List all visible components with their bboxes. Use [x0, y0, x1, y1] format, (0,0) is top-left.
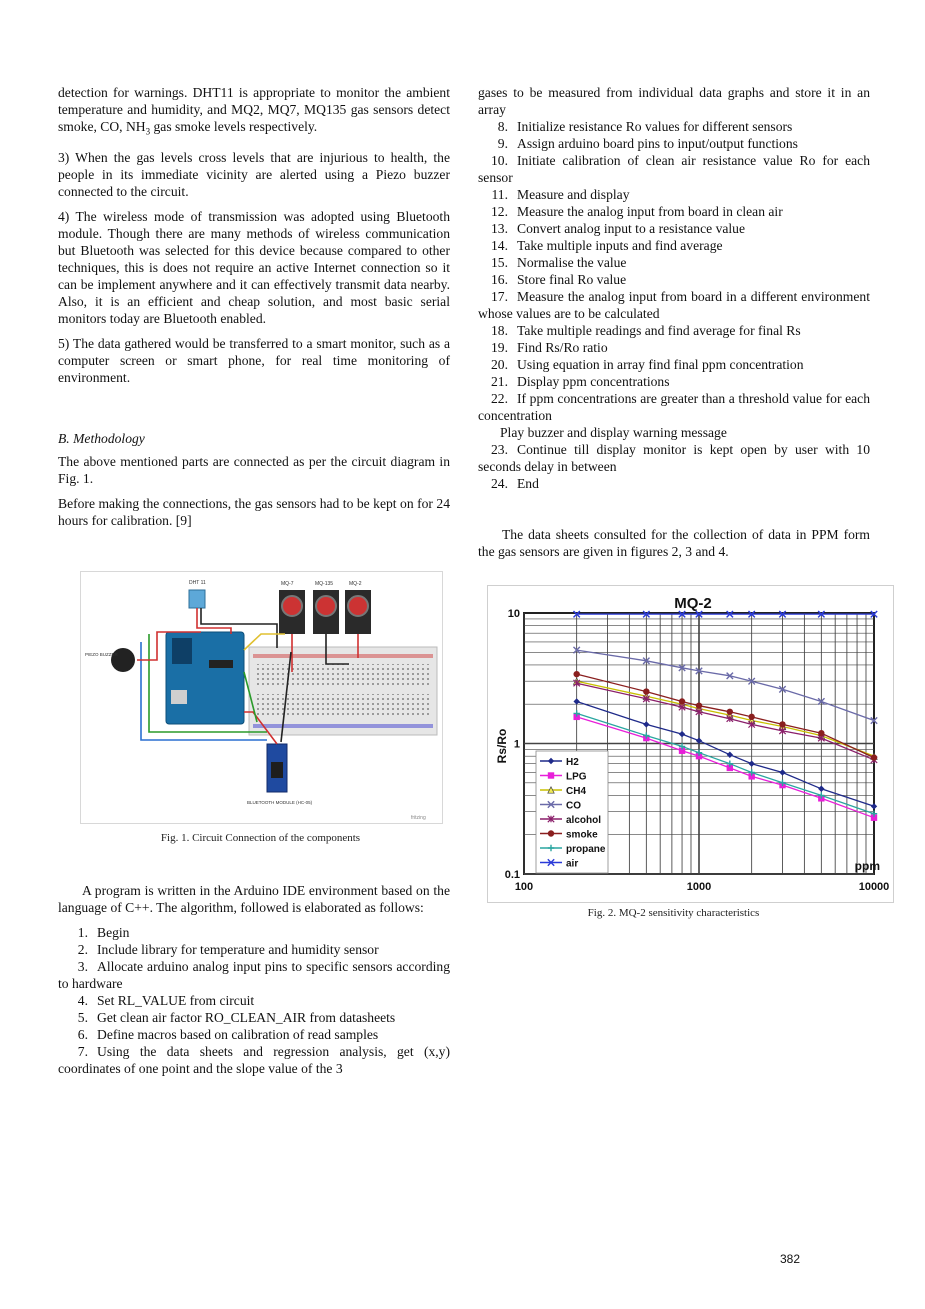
step-text: End: [517, 476, 539, 491]
algorithm-step: [478, 203, 870, 220]
algorithm-step: [478, 475, 870, 492]
algorithm-step: [478, 373, 870, 390]
step-text: Store final Ro value: [517, 272, 627, 287]
step-text: Convert analog input to a resistance value: [517, 221, 746, 236]
label-fritzing: fritzing: [411, 815, 426, 821]
y-tick-label: 0.1: [504, 869, 520, 881]
step-number: 14.: [491, 238, 508, 253]
paragraph-monitor: 5) The data gathered would be transferred to a smart monitor, such as a computer screen or smart phone, for real time monitoring of environment.: [58, 335, 450, 385]
legend-label: CO: [566, 800, 581, 812]
step-text: Display ppm concentrations: [517, 374, 670, 389]
data-point: [548, 772, 554, 778]
step-number: 21.: [491, 374, 508, 389]
step-number: 9.: [497, 136, 508, 151]
step-number: 10.: [491, 153, 508, 168]
step-text: Continue till display monitor is kept open by user with 10 seconds delay in between: [478, 442, 870, 474]
step-number: 15.: [491, 255, 508, 270]
figure-circuit: [80, 571, 443, 824]
left-column: [58, 84, 450, 537]
step-text: Using the data sheets and regression analysis, get (x,y) coordinates of one point and the slope value of the 3: [58, 1044, 450, 1076]
legend-label: air: [566, 858, 579, 870]
mq7-sensor: [279, 590, 305, 634]
legend-label: propane: [566, 844, 606, 855]
step-text: Take multiple readings and find average for final Rs: [517, 323, 801, 338]
algorithm-step: [58, 958, 450, 992]
step-text: Measure the analog input from board in a different environment whose values are to be calculated: [478, 289, 870, 321]
data-point: [779, 721, 785, 727]
step-text: Measure and display: [517, 187, 630, 202]
algorithm-step: [478, 322, 870, 339]
algorithm-step: [478, 339, 870, 356]
data-point: [748, 714, 754, 720]
algorithm-step: [478, 254, 870, 271]
algorithm-step: [58, 1026, 450, 1043]
paragraph-circuit: The above mentioned parts are connected as per the circuit diagram in Fig. 1.: [58, 453, 450, 486]
paragraph-sensors: detection for warnings. DHT11 is appropriate to monitor the ambient temperature and humidity, and MQ2, MQ7, MQ135 gas sensors detect smoke, CO, $NH_3$ gas smoke levels respectively.: [58, 85, 450, 137]
data-point: [643, 688, 649, 694]
mq2-sensor: [345, 590, 371, 634]
buzzer-line: Play buzzer and display warning message: [500, 425, 727, 440]
figure-mq2-chart: [487, 585, 894, 903]
step-text: Initiate calibration of clean air resistance value Ro for each sensor: [478, 153, 870, 185]
step-number: 17.: [491, 289, 508, 304]
data-point: [871, 754, 877, 760]
paragraph-datasheets: The data sheets consulted for the collection of data in PPM form the gas sensors are given in figures 2, 3 and 4.: [478, 527, 870, 559]
label-mq2: MQ-2: [349, 581, 362, 587]
label-mq135: MQ-135: [315, 581, 334, 587]
step-text: Get clean air factor RO_CLEAN_AIR from datasheets: [97, 1010, 396, 1025]
label-bluetooth: BLUETOOTH MODULE (HC-05): [247, 800, 313, 805]
x-tick-label: 100: [514, 881, 534, 893]
continued-text: gases to be measured from individual data graphs and store it in an array: [478, 85, 870, 117]
chart-title: MQ-2: [674, 595, 712, 612]
step-number: 6.: [77, 1027, 88, 1042]
step-text: Normalise the value: [517, 255, 627, 270]
algorithm-step: [478, 390, 870, 424]
label-dht11: DHT 11: [189, 580, 206, 586]
algorithm-step: [478, 288, 870, 322]
step-number: 8.: [497, 119, 508, 134]
x-axis-label: ppm: [854, 859, 880, 873]
y-axis-label: Rs/Ro: [495, 728, 509, 764]
algorithm-step: [58, 1009, 450, 1026]
step-number: 23.: [491, 442, 508, 457]
step-text: If ppm concentrations are greater than a threshold value for each concentration: [478, 391, 870, 423]
step-number: 19.: [491, 340, 508, 355]
algorithm-steps-right-2: [478, 441, 870, 492]
right-column: [478, 84, 870, 568]
step-number: 7.: [77, 1044, 88, 1059]
algorithm-step: [478, 271, 870, 288]
mq135-sensor: [313, 590, 339, 634]
fig2-caption: Fig. 2. MQ-2 sensitivity characteristics: [587, 907, 760, 919]
section-heading-methodology: B. Methodology: [58, 430, 145, 446]
algorithm-step: [478, 356, 870, 373]
step-number: 2.: [77, 942, 88, 957]
step-number: 13.: [491, 221, 508, 236]
step-text: Initialize resistance Ro values for different sensors: [517, 119, 793, 134]
algorithm-step: [58, 1043, 450, 1077]
data-point: [696, 702, 702, 708]
legend-label: alcohol: [566, 815, 602, 826]
algorithm-step: [478, 135, 870, 152]
step-number: 18.: [491, 323, 508, 338]
step-number: 20.: [491, 357, 508, 372]
step-text: Assign arduino board pins to input/output functions: [517, 136, 798, 151]
dht11-sensor: [189, 590, 205, 608]
step-number: 11.: [491, 187, 508, 202]
algorithm-step: [58, 992, 450, 1009]
data-point: [548, 830, 554, 836]
legend-label: CH4: [566, 786, 587, 797]
step-text: Take multiple inputs and find average: [517, 238, 723, 253]
label-mq7: MQ-7: [281, 581, 294, 587]
step-number: 12.: [491, 204, 508, 219]
step-number: 22.: [491, 391, 508, 406]
step-number: 16.: [491, 272, 508, 287]
step-number: 1.: [77, 925, 88, 940]
step-text: Begin: [97, 925, 130, 940]
algorithm-step: [478, 220, 870, 237]
mq2-chart: [488, 586, 893, 902]
algorithm-step: [478, 118, 870, 135]
data-point: [679, 698, 685, 704]
paragraph-calibration: Before making the connections, the gas sensors had to be kept on for 24 hours for calibration. [9]: [58, 495, 450, 528]
step-text: Find Rs/Ro ratio: [517, 340, 608, 355]
algorithm-steps-right: [478, 118, 870, 424]
step-text: Measure the analog input from board in clean air: [517, 204, 783, 219]
step-text: Using equation in array find final ppm concentration: [517, 357, 804, 372]
legend-label: LPG: [566, 771, 587, 783]
paragraph-program: A program is written in the Arduino IDE environment based on the language of C++. The algorithm, followed is elaborated as follows:: [58, 883, 450, 915]
left-column-lower: [58, 882, 450, 1077]
step-number: 3.: [77, 959, 88, 974]
step-number: 5.: [77, 1010, 88, 1025]
step-number: 24.: [491, 476, 508, 491]
y-tick-label: 1: [513, 738, 520, 751]
legend-label: smoke: [566, 829, 598, 841]
chart-legend: [536, 751, 608, 873]
algorithm-step: [478, 152, 870, 186]
step-text: Define macros based on calibration of read samples: [97, 1027, 379, 1042]
step-text: Set RL_VALUE from circuit: [97, 993, 255, 1008]
algorithm-step: [58, 924, 450, 941]
fig1-caption: Fig. 1. Circuit Connection of the components: [160, 832, 361, 844]
page-number: 382: [780, 1252, 801, 1266]
step-number: 4.: [77, 993, 88, 1008]
data-point: [818, 730, 824, 736]
step-text: Allocate arduino analog input pins to specific sensors according to hardware: [58, 959, 450, 991]
circuit-diagram: [81, 572, 442, 823]
paragraph-bluetooth: 4) The wireless mode of transmission was adopted using Bluetooth module. Though there are many methods of wireless communication but Bluetooth was selected for this device because compared to other techniques, this is does not require an active Internet connection so it can be implement anywhere and it can effectively transmit data nearby. Also, it is an efficient and cheap solution, and most basic serial monitors today are Bluetooth enabled.: [58, 208, 450, 326]
data-point: [727, 709, 733, 715]
algorithm-step: [478, 441, 870, 475]
legend-label: H2: [566, 757, 579, 768]
y-tick-label: 10: [507, 608, 520, 620]
label-piezo: PIEZO BUZZER: [85, 652, 118, 657]
data-point: [573, 671, 579, 677]
algorithm-step: [58, 941, 450, 958]
x-tick-label: 10000: [858, 881, 890, 893]
algorithm-steps-left: [58, 924, 450, 1077]
algorithm-step: [478, 237, 870, 254]
step-text: Include library for temperature and humidity sensor: [97, 942, 379, 957]
x-tick-label: 1000: [686, 881, 712, 893]
paragraph-alert: 3) When the gas levels cross levels that are injurious to health, the people in its immediate vicinity are alerted using a Piezo buzzer connected to the circuit.: [58, 149, 450, 199]
algorithm-step: [478, 186, 870, 203]
